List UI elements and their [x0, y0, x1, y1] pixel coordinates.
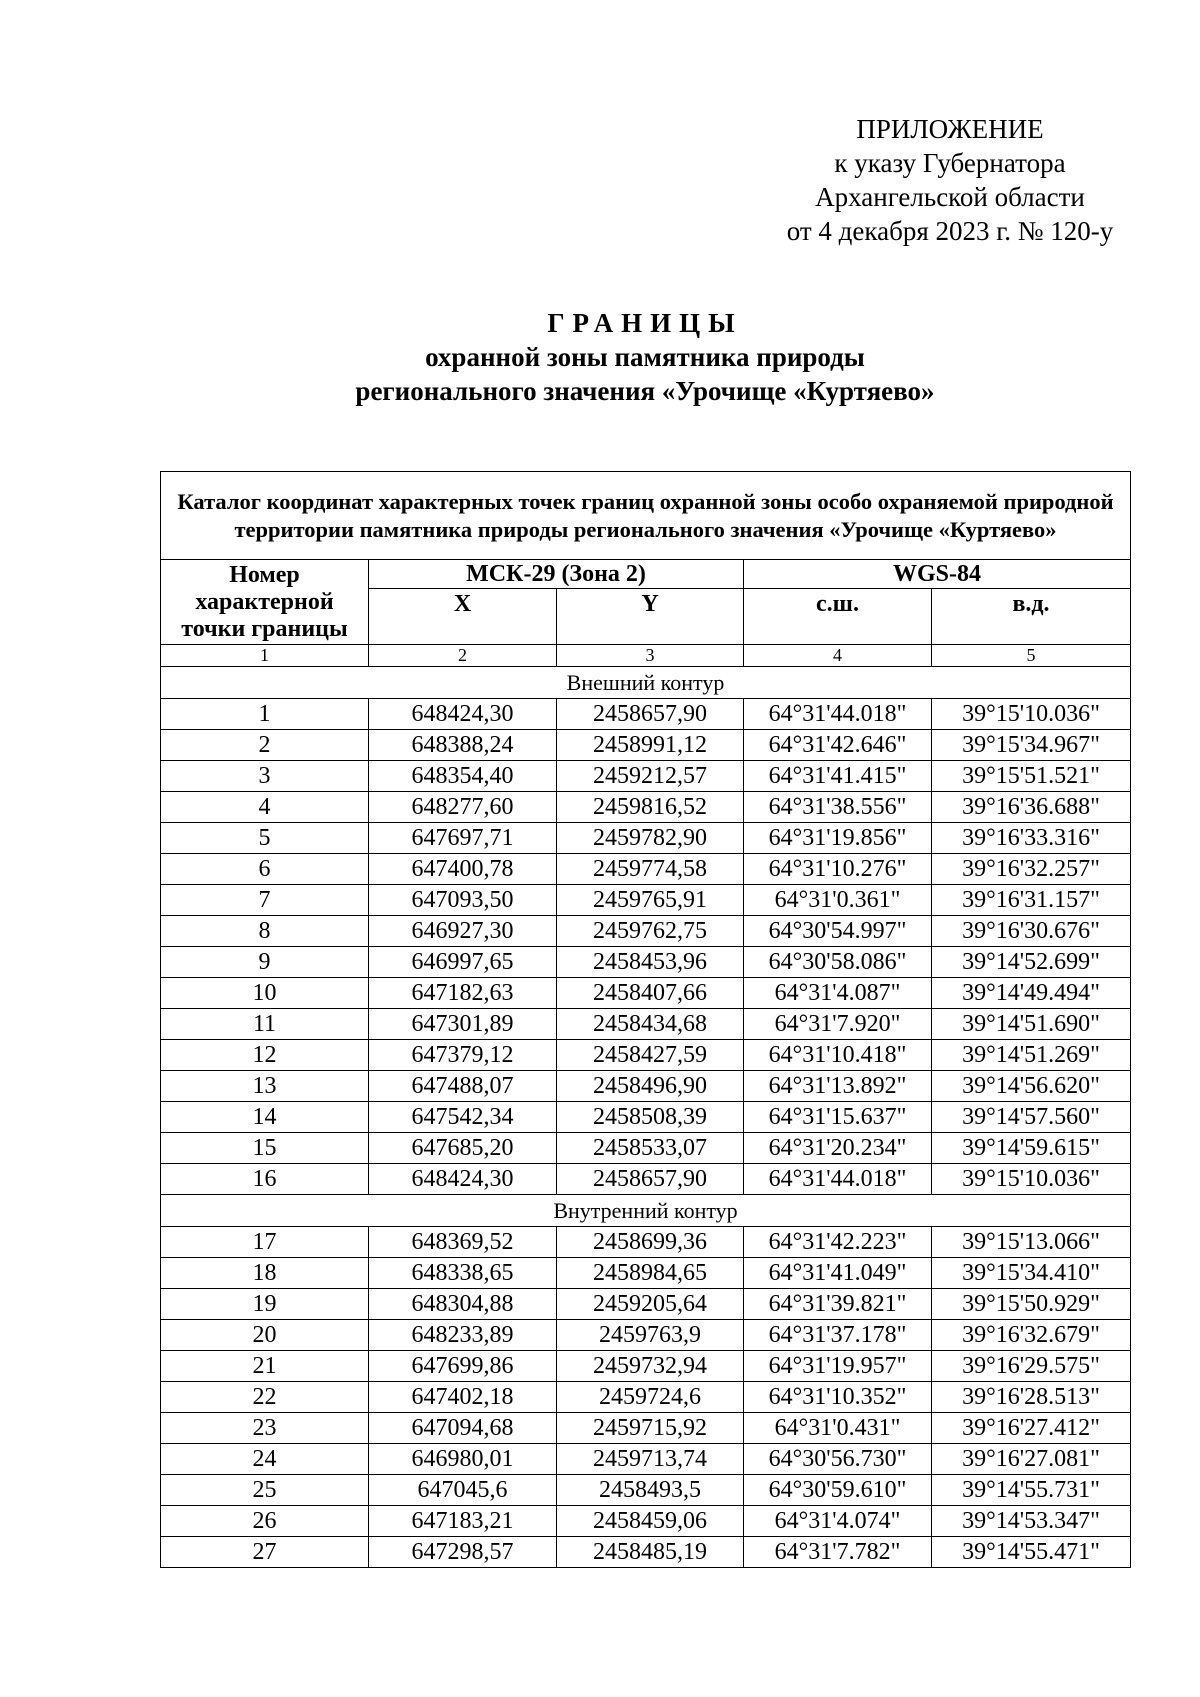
point-number-cell: 15 — [161, 1133, 369, 1164]
x-cell: 647697,71 — [369, 823, 557, 854]
longitude-cell: 39°14'51.269" — [932, 1040, 1131, 1071]
x-cell: 647045,6 — [369, 1475, 557, 1506]
latitude-cell: 64°31'15.637" — [744, 1102, 932, 1133]
table-row — [161, 947, 1131, 978]
section-row — [161, 1195, 1131, 1227]
section-row — [161, 667, 1131, 699]
longitude-cell: 39°15'50.929" — [932, 1289, 1131, 1320]
appendix-title: ПРИЛОЖЕНИЕ — [856, 114, 1044, 144]
latitude-cell: 64°31'0.361" — [744, 885, 932, 916]
latitude-cell: 64°31'13.892" — [744, 1071, 932, 1102]
point-number-cell: 3 — [161, 761, 369, 792]
latitude-cell: 64°31'7.920" — [744, 1009, 932, 1040]
header-latitude: с.ш. — [744, 589, 932, 645]
coordinates-table — [160, 471, 1131, 1568]
table-row — [161, 1289, 1131, 1320]
latitude-cell: 64°30'54.997" — [744, 916, 932, 947]
header-msk-29: МСК-29 (Зона 2) — [369, 560, 744, 589]
y-cell: 2458533,07 — [557, 1133, 744, 1164]
latitude-cell: 64°31'0.431" — [744, 1413, 932, 1444]
y-cell: 2458453,96 — [557, 947, 744, 978]
x-cell: 647182,63 — [369, 978, 557, 1009]
table-row — [161, 1320, 1131, 1351]
point-number-cell: 4 — [161, 792, 369, 823]
column-index: 1 — [161, 645, 369, 667]
y-cell: 2458434,68 — [557, 1009, 744, 1040]
table-row — [161, 761, 1131, 792]
point-number-cell: 7 — [161, 885, 369, 916]
y-cell: 2459782,90 — [557, 823, 744, 854]
header-y: Y — [557, 589, 744, 645]
latitude-cell: 64°30'58.086" — [744, 947, 932, 978]
latitude-cell: 64°31'38.556" — [744, 792, 932, 823]
x-cell: 647488,07 — [369, 1071, 557, 1102]
y-cell: 2459765,91 — [557, 885, 744, 916]
y-cell: 2458508,39 — [557, 1102, 744, 1133]
longitude-cell: 39°16'27.081" — [932, 1444, 1131, 1475]
x-cell: 648354,40 — [369, 761, 557, 792]
header-x: X — [369, 589, 557, 645]
column-index: 4 — [744, 645, 932, 667]
column-index: 2 — [369, 645, 557, 667]
latitude-cell: 64°31'37.178" — [744, 1320, 932, 1351]
longitude-cell: 39°15'13.066" — [932, 1227, 1131, 1258]
appendix-line-decree: к указу Губернатора — [834, 148, 1066, 178]
y-cell: 2459724,6 — [557, 1382, 744, 1413]
longitude-cell: 39°16'27.412" — [932, 1413, 1131, 1444]
latitude-cell: 64°31'10.418" — [744, 1040, 932, 1071]
point-number-cell: 6 — [161, 854, 369, 885]
longitude-cell: 39°15'51.521" — [932, 761, 1131, 792]
point-number-cell: 18 — [161, 1258, 369, 1289]
point-number-cell: 10 — [161, 978, 369, 1009]
longitude-cell: 39°14'59.615" — [932, 1133, 1131, 1164]
y-cell: 2459715,92 — [557, 1413, 744, 1444]
longitude-cell: 39°14'56.620" — [932, 1071, 1131, 1102]
point-number-cell: 22 — [161, 1382, 369, 1413]
x-cell: 648369,52 — [369, 1227, 557, 1258]
latitude-cell: 64°31'39.821" — [744, 1289, 932, 1320]
point-number-cell: 27 — [161, 1537, 369, 1568]
longitude-cell: 39°16'29.575" — [932, 1351, 1131, 1382]
point-number-cell: 23 — [161, 1413, 369, 1444]
longitude-cell: 39°15'10.036" — [932, 1164, 1131, 1195]
y-cell: 2459763,9 — [557, 1320, 744, 1351]
point-number-cell: 14 — [161, 1102, 369, 1133]
y-cell: 2458657,90 — [557, 699, 744, 730]
table-row — [161, 885, 1131, 916]
latitude-cell: 64°30'59.610" — [744, 1475, 932, 1506]
table-row — [161, 1537, 1131, 1568]
table-row — [161, 1506, 1131, 1537]
longitude-cell: 39°14'55.731" — [932, 1475, 1131, 1506]
table-row — [161, 1164, 1131, 1195]
column-index: 3 — [557, 645, 744, 667]
x-cell: 647301,89 — [369, 1009, 557, 1040]
longitude-cell: 39°14'49.494" — [932, 978, 1131, 1009]
table-row — [161, 1351, 1131, 1382]
y-cell: 2458657,90 — [557, 1164, 744, 1195]
y-cell: 2458427,59 — [557, 1040, 744, 1071]
table-row — [161, 1071, 1131, 1102]
longitude-cell: 39°16'33.316" — [932, 823, 1131, 854]
section-title: Внутренний контур — [161, 1195, 1131, 1227]
y-cell: 2458991,12 — [557, 730, 744, 761]
x-cell: 647094,68 — [369, 1413, 557, 1444]
x-cell: 647298,57 — [369, 1537, 557, 1568]
y-cell: 2459762,75 — [557, 916, 744, 947]
longitude-cell: 39°14'57.560" — [932, 1102, 1131, 1133]
y-cell: 2459732,94 — [557, 1351, 744, 1382]
header-point-number: Номер характерной точки границы — [161, 560, 369, 645]
y-cell: 2458699,36 — [557, 1227, 744, 1258]
latitude-cell: 64°31'10.276" — [744, 854, 932, 885]
x-cell: 647402,18 — [369, 1382, 557, 1413]
table-row — [161, 1227, 1131, 1258]
table-row — [161, 1444, 1131, 1475]
title-line-3: регионального значения «Урочище «Куртяево» — [355, 376, 935, 406]
section-title: Внешний контур — [161, 667, 1131, 699]
y-cell: 2459713,74 — [557, 1444, 744, 1475]
y-cell: 2458984,65 — [557, 1258, 744, 1289]
column-index: 5 — [932, 645, 1131, 667]
point-number-cell: 11 — [161, 1009, 369, 1040]
table-row — [161, 1040, 1131, 1071]
x-cell: 647699,86 — [369, 1351, 557, 1382]
point-number-cell: 21 — [161, 1351, 369, 1382]
x-cell: 646997,65 — [369, 947, 557, 978]
longitude-cell: 39°14'52.699" — [932, 947, 1131, 978]
latitude-cell: 64°31'41.415" — [744, 761, 932, 792]
y-cell: 2459816,52 — [557, 792, 744, 823]
table-row — [161, 823, 1131, 854]
table-row — [161, 1413, 1131, 1444]
y-cell: 2459212,57 — [557, 761, 744, 792]
x-cell: 648304,88 — [369, 1289, 557, 1320]
point-number-cell: 1 — [161, 699, 369, 730]
x-cell: 647183,21 — [369, 1506, 557, 1537]
latitude-cell: 64°31'19.856" — [744, 823, 932, 854]
point-number-cell: 26 — [161, 1506, 369, 1537]
point-number-cell: 24 — [161, 1444, 369, 1475]
longitude-cell: 39°14'55.471" — [932, 1537, 1131, 1568]
x-cell: 648388,24 — [369, 730, 557, 761]
x-cell: 647542,34 — [369, 1102, 557, 1133]
point-number-cell: 5 — [161, 823, 369, 854]
latitude-cell: 64°30'56.730" — [744, 1444, 932, 1475]
y-cell: 2459774,58 — [557, 854, 744, 885]
latitude-cell: 64°31'42.646" — [744, 730, 932, 761]
table-row — [161, 854, 1131, 885]
longitude-cell: 39°16'32.257" — [932, 854, 1131, 885]
latitude-cell: 64°31'41.049" — [744, 1258, 932, 1289]
appendix-line-region: Архангельской области — [815, 182, 1085, 212]
latitude-cell: 64°31'44.018" — [744, 699, 932, 730]
table-row — [161, 1258, 1131, 1289]
table-row — [161, 730, 1131, 761]
y-cell: 2458459,06 — [557, 1506, 744, 1537]
longitude-cell: 39°16'32.679" — [932, 1320, 1131, 1351]
latitude-cell: 64°31'7.782" — [744, 1537, 932, 1568]
latitude-cell: 64°31'44.018" — [744, 1164, 932, 1195]
document-title — [160, 306, 1130, 408]
title-main: ГРАНИЦЫ — [547, 308, 743, 338]
point-number-cell: 17 — [161, 1227, 369, 1258]
longitude-cell: 39°15'34.410" — [932, 1258, 1131, 1289]
x-cell: 647400,78 — [369, 854, 557, 885]
point-number-cell: 19 — [161, 1289, 369, 1320]
x-cell: 648338,65 — [369, 1258, 557, 1289]
table-row — [161, 699, 1131, 730]
latitude-cell: 64°31'42.223" — [744, 1227, 932, 1258]
point-number-cell: 16 — [161, 1164, 369, 1195]
table-row — [161, 978, 1131, 1009]
y-cell: 2459205,64 — [557, 1289, 744, 1320]
header-longitude: в.д. — [932, 589, 1131, 645]
table-row — [161, 1102, 1131, 1133]
point-number-cell: 2 — [161, 730, 369, 761]
y-cell: 2458493,5 — [557, 1475, 744, 1506]
point-number-cell: 20 — [161, 1320, 369, 1351]
y-cell: 2458485,19 — [557, 1537, 744, 1568]
x-cell: 648233,89 — [369, 1320, 557, 1351]
x-cell: 646927,30 — [369, 916, 557, 947]
longitude-cell: 39°16'31.157" — [932, 885, 1131, 916]
longitude-cell: 39°14'51.690" — [932, 1009, 1131, 1040]
latitude-cell: 64°31'19.957" — [744, 1351, 932, 1382]
table-row — [161, 1009, 1131, 1040]
table-caption: Каталог координат характерных точек границ охранной зоны особо охраняемой природной территории памятника природы регионального значения «Урочище «Куртяево» — [161, 472, 1131, 560]
table-body — [161, 667, 1131, 1568]
appendix-line-date: от 4 декабря 2023 г. № 120-у — [786, 216, 1114, 246]
x-cell: 648424,30 — [369, 699, 557, 730]
longitude-cell: 39°16'28.513" — [932, 1382, 1131, 1413]
x-cell: 647685,20 — [369, 1133, 557, 1164]
point-number-cell: 25 — [161, 1475, 369, 1506]
header-wgs-84: WGS-84 — [744, 560, 1131, 589]
point-number-cell: 9 — [161, 947, 369, 978]
point-number-cell: 8 — [161, 916, 369, 947]
y-cell: 2458407,66 — [557, 978, 744, 1009]
longitude-cell: 39°16'30.676" — [932, 916, 1131, 947]
x-cell: 648277,60 — [369, 792, 557, 823]
column-index-row — [161, 645, 1131, 667]
table-row — [161, 1382, 1131, 1413]
y-cell: 2458496,90 — [557, 1071, 744, 1102]
table-row — [161, 916, 1131, 947]
latitude-cell: 64°31'4.087" — [744, 978, 932, 1009]
point-number-cell: 13 — [161, 1071, 369, 1102]
latitude-cell: 64°31'10.352" — [744, 1382, 932, 1413]
x-cell: 646980,01 — [369, 1444, 557, 1475]
point-number-cell: 12 — [161, 1040, 369, 1071]
x-cell: 648424,30 — [369, 1164, 557, 1195]
table-row — [161, 1475, 1131, 1506]
longitude-cell: 39°14'53.347" — [932, 1506, 1131, 1537]
longitude-cell: 39°16'36.688" — [932, 792, 1131, 823]
table-row — [161, 792, 1131, 823]
table-row — [161, 1133, 1131, 1164]
longitude-cell: 39°15'34.967" — [932, 730, 1131, 761]
title-line-2: охранной зоны памятника природы — [425, 342, 865, 372]
x-cell: 647379,12 — [369, 1040, 557, 1071]
appendix-header — [740, 112, 1160, 248]
x-cell: 647093,50 — [369, 885, 557, 916]
latitude-cell: 64°31'4.074" — [744, 1506, 932, 1537]
latitude-cell: 64°31'20.234" — [744, 1133, 932, 1164]
longitude-cell: 39°15'10.036" — [932, 699, 1131, 730]
